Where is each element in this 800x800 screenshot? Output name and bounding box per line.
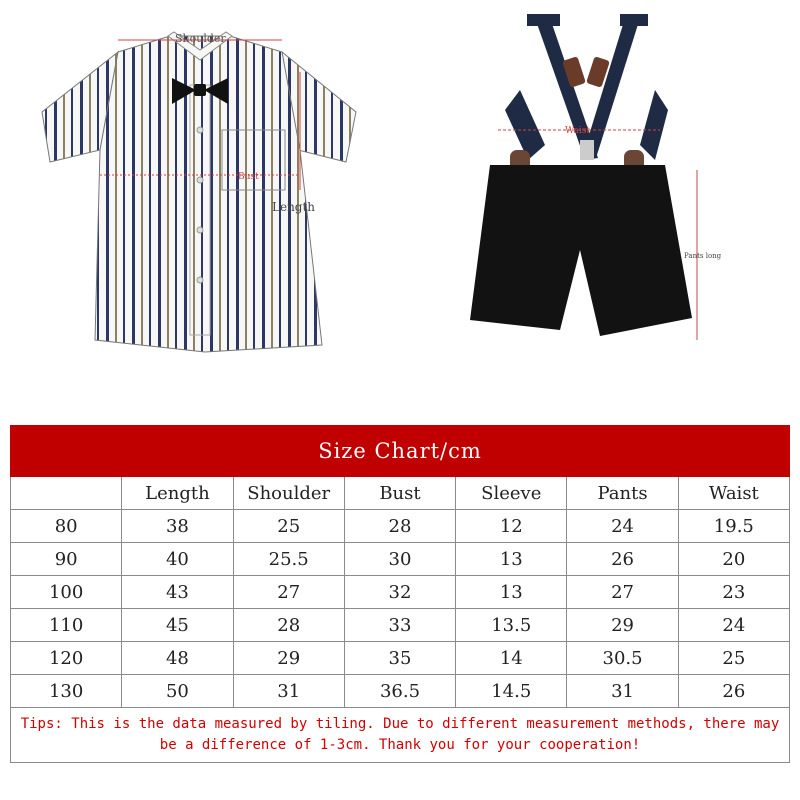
table-cell: 32: [344, 576, 455, 609]
header-cell: [11, 477, 122, 510]
size-cell: 100: [11, 576, 122, 609]
size-chart-title: Size Chart/cm: [11, 426, 790, 477]
size-cell: 90: [11, 543, 122, 576]
table-cell: 29: [567, 609, 678, 642]
table-cell: 28: [344, 510, 455, 543]
table-cell: 50: [122, 675, 233, 708]
table-cell: 12: [456, 510, 567, 543]
header-cell: Sleeve: [456, 477, 567, 510]
size-chart-title-row: [11, 426, 790, 477]
table-cell: 45: [122, 609, 233, 642]
tips-text: Tips: This is the data measured by tiling. Due to different measurement methods, there may be a difference of 1-3cm. Thank you for your cooperation!: [11, 708, 790, 763]
table-cell: 25: [233, 510, 344, 543]
pants-long-label: Pants long: [684, 252, 722, 260]
shirt-image: [42, 32, 356, 352]
table-row: [11, 543, 790, 576]
size-cell: 110: [11, 609, 122, 642]
header-cell: Shoulder: [233, 477, 344, 510]
table-cell: 13: [456, 576, 567, 609]
table-row: [11, 510, 790, 543]
header-cell: Waist: [678, 477, 789, 510]
table-cell: 23: [678, 576, 789, 609]
table-cell: 38: [122, 510, 233, 543]
table-cell: 31: [233, 675, 344, 708]
table-cell: 25.5: [233, 543, 344, 576]
size-chart-table: [10, 425, 790, 763]
table-cell: 20: [678, 543, 789, 576]
table-cell: 19.5: [678, 510, 789, 543]
table-row: [11, 675, 790, 708]
table-cell: 26: [567, 543, 678, 576]
length-label: Length: [272, 200, 316, 214]
size-cell: 130: [11, 675, 122, 708]
shoulder-label: Shoulder: [175, 32, 226, 45]
table-cell: 27: [233, 576, 344, 609]
table-cell: 28: [233, 609, 344, 642]
tips-row: [11, 708, 790, 763]
table-row: [11, 609, 790, 642]
header-cell: Bust: [344, 477, 455, 510]
waist-label: Waist: [565, 126, 590, 136]
table-cell: 30.5: [567, 642, 678, 675]
table-cell: 24: [567, 510, 678, 543]
table-cell: 26: [678, 675, 789, 708]
bust-label: Bust: [238, 172, 259, 182]
table-cell: 24: [678, 609, 789, 642]
header-cell: Pants: [567, 477, 678, 510]
size-cell: 80: [11, 510, 122, 543]
header-row: [11, 477, 790, 510]
table-cell: 14: [456, 642, 567, 675]
table-cell: 35: [344, 642, 455, 675]
table-cell: 27: [567, 576, 678, 609]
table-cell: 33: [344, 609, 455, 642]
table-cell: 30: [344, 543, 455, 576]
table-cell: 13: [456, 543, 567, 576]
table-row: [11, 576, 790, 609]
header-cell: Length: [122, 477, 233, 510]
table-cell: 25: [678, 642, 789, 675]
table-cell: 36.5: [344, 675, 455, 708]
table-cell: 14.5: [456, 675, 567, 708]
shorts-image: [470, 14, 722, 340]
table-cell: 43: [122, 576, 233, 609]
table-cell: 31: [567, 675, 678, 708]
table-cell: 48: [122, 642, 233, 675]
table-cell: 13.5: [456, 609, 567, 642]
table-cell: 29: [233, 642, 344, 675]
size-cell: 120: [11, 642, 122, 675]
table-cell: 40: [122, 543, 233, 576]
table-row: [11, 642, 790, 675]
